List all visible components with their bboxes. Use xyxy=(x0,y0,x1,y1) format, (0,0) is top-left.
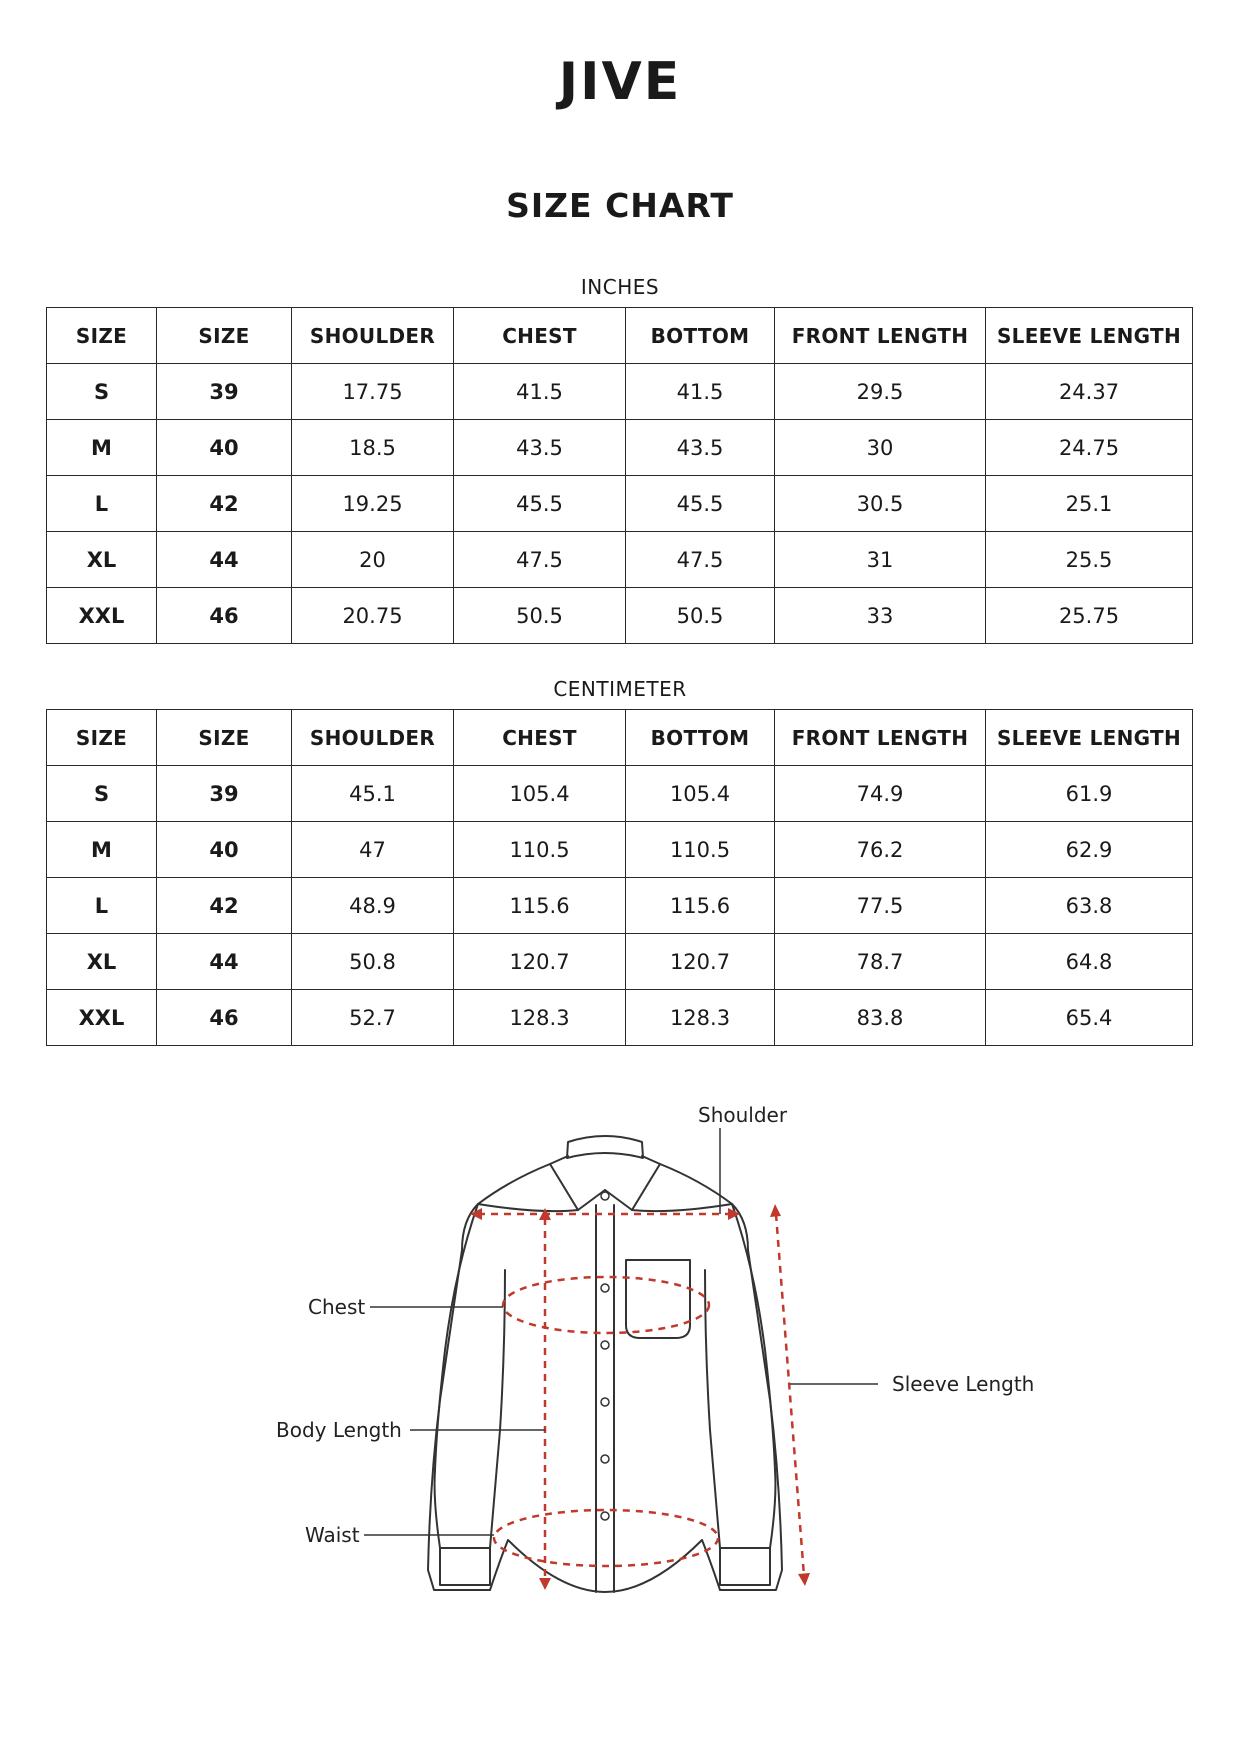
table-header-row xyxy=(47,710,1193,766)
table-cell: M xyxy=(47,822,157,878)
table-cell: 44 xyxy=(157,532,292,588)
table-cell: 43.5 xyxy=(626,420,775,476)
table-row xyxy=(47,532,1193,588)
table-row xyxy=(47,766,1193,822)
header-size-label: SIZE xyxy=(47,710,157,766)
table-cell: 19.25 xyxy=(292,476,454,532)
table-cell: XXL xyxy=(47,588,157,644)
table-row xyxy=(47,364,1193,420)
inches-table xyxy=(46,307,1193,644)
table-header-row xyxy=(47,308,1193,364)
table-cell: 40 xyxy=(157,420,292,476)
header-size-number: SIZE xyxy=(157,710,292,766)
table-row xyxy=(47,934,1193,990)
table-cell: 120.7 xyxy=(626,934,775,990)
chest-label: Chest xyxy=(308,1295,366,1319)
table-cell: 50.8 xyxy=(292,934,454,990)
header-sleeve-length: SLEEVE LENGTH xyxy=(986,308,1193,364)
table-cell: 25.5 xyxy=(986,532,1193,588)
table-cell: 41.5 xyxy=(454,364,626,420)
table-row xyxy=(47,878,1193,934)
table-cell: 78.7 xyxy=(775,934,986,990)
table-row xyxy=(47,822,1193,878)
table-cell: XL xyxy=(47,934,157,990)
arrow-down-icon xyxy=(798,1573,810,1586)
header-shoulder: SHOULDER xyxy=(292,308,454,364)
sleeve-length-label: Sleeve Length xyxy=(892,1372,1035,1396)
header-front-length: FRONT LENGTH xyxy=(775,308,986,364)
table-cell: 45.5 xyxy=(626,476,775,532)
shirt-button xyxy=(601,1455,609,1463)
table-cell: L xyxy=(47,476,157,532)
shirt-button xyxy=(601,1192,609,1200)
inches-label: INCHES xyxy=(580,275,660,299)
table-cell: XL xyxy=(47,532,157,588)
table-cell: 44 xyxy=(157,934,292,990)
table-cell: 45.5 xyxy=(454,476,626,532)
table-cell: 50.5 xyxy=(454,588,626,644)
table-cell: 74.9 xyxy=(775,766,986,822)
table-cell: 47 xyxy=(292,822,454,878)
table-cell: 83.8 xyxy=(775,990,986,1046)
table-cell: 18.5 xyxy=(292,420,454,476)
table-cell: 62.9 xyxy=(986,822,1193,878)
shirt-button xyxy=(601,1398,609,1406)
page-title: SIZE CHART xyxy=(506,186,734,225)
table-cell: M xyxy=(47,420,157,476)
shirt-buttons xyxy=(601,1192,609,1520)
table-cell: 128.3 xyxy=(626,990,775,1046)
table-cell: 105.4 xyxy=(626,766,775,822)
table-cell: 128.3 xyxy=(454,990,626,1046)
table-cell: 65.4 xyxy=(986,990,1193,1046)
header-size-label: SIZE xyxy=(47,308,157,364)
table-cell: 42 xyxy=(157,878,292,934)
table-cell: 41.5 xyxy=(626,364,775,420)
table-cell: 110.5 xyxy=(454,822,626,878)
table-cell: 76.2 xyxy=(775,822,986,878)
header-chest: CHEST xyxy=(454,308,626,364)
measurement-guides xyxy=(478,1214,804,1580)
table-cell: 43.5 xyxy=(454,420,626,476)
table-cell: 77.5 xyxy=(775,878,986,934)
measurement-arrowheads xyxy=(470,1204,810,1590)
table-cell: 40 xyxy=(157,822,292,878)
table-cell: 25.75 xyxy=(986,588,1193,644)
table-cell: 47.5 xyxy=(454,532,626,588)
table-cell: 120.7 xyxy=(454,934,626,990)
table-cell: 20.75 xyxy=(292,588,454,644)
table-cell: 25.1 xyxy=(986,476,1193,532)
table-cell: 30 xyxy=(775,420,986,476)
table-cell: 46 xyxy=(157,990,292,1046)
arrow-up-icon xyxy=(770,1204,781,1217)
header-size-number: SIZE xyxy=(157,308,292,364)
shoulder-label: Shoulder xyxy=(698,1103,788,1127)
centimeter-table xyxy=(46,709,1193,1046)
table-cell: 29.5 xyxy=(775,364,986,420)
table-cell: 24.37 xyxy=(986,364,1193,420)
arrow-down-icon xyxy=(539,1578,551,1590)
table-row xyxy=(47,420,1193,476)
header-bottom: BOTTOM xyxy=(626,308,775,364)
table-cell: 46 xyxy=(157,588,292,644)
table-cell: 31 xyxy=(775,532,986,588)
table-cell: 47.5 xyxy=(626,532,775,588)
table-cell: 45.1 xyxy=(292,766,454,822)
header-chest: CHEST xyxy=(454,710,626,766)
table-cell: 63.8 xyxy=(986,878,1193,934)
header-front-length: FRONT LENGTH xyxy=(775,710,986,766)
table-cell: 115.6 xyxy=(626,878,775,934)
table-cell: 61.9 xyxy=(986,766,1193,822)
table-cell: 33 xyxy=(775,588,986,644)
body-length-label: Body Length xyxy=(276,1418,402,1442)
table-cell: 110.5 xyxy=(626,822,775,878)
table-cell: 42 xyxy=(157,476,292,532)
table-cell: 39 xyxy=(157,364,292,420)
table-cell: 105.4 xyxy=(454,766,626,822)
shirt-measurement-diagram xyxy=(0,1080,1240,1640)
table-cell: L xyxy=(47,878,157,934)
table-cell: 52.7 xyxy=(292,990,454,1046)
table-cell: 50.5 xyxy=(626,588,775,644)
table-cell: S xyxy=(47,766,157,822)
header-sleeve-length: SLEEVE LENGTH xyxy=(986,710,1193,766)
table-cell: 48.9 xyxy=(292,878,454,934)
shirt-button xyxy=(601,1284,609,1292)
header-shoulder: SHOULDER xyxy=(292,710,454,766)
table-cell: 17.75 xyxy=(292,364,454,420)
table-cell: 24.75 xyxy=(986,420,1193,476)
shirt-outline xyxy=(428,1136,782,1592)
table-cell: 115.6 xyxy=(454,878,626,934)
centimeter-label: CENTIMETER xyxy=(553,677,687,701)
table-row xyxy=(47,990,1193,1046)
table-cell: 20 xyxy=(292,532,454,588)
brand-logo: JIVE xyxy=(558,52,682,112)
table-row xyxy=(47,588,1193,644)
table-cell: 30.5 xyxy=(775,476,986,532)
table-cell: 39 xyxy=(157,766,292,822)
waist-label: Waist xyxy=(305,1523,360,1547)
table-cell: XXL xyxy=(47,990,157,1046)
shirt-button xyxy=(601,1512,609,1520)
table-row xyxy=(47,476,1193,532)
table-cell: S xyxy=(47,364,157,420)
shirt-button xyxy=(601,1341,609,1349)
header-bottom: BOTTOM xyxy=(626,710,775,766)
table-cell: 64.8 xyxy=(986,934,1193,990)
